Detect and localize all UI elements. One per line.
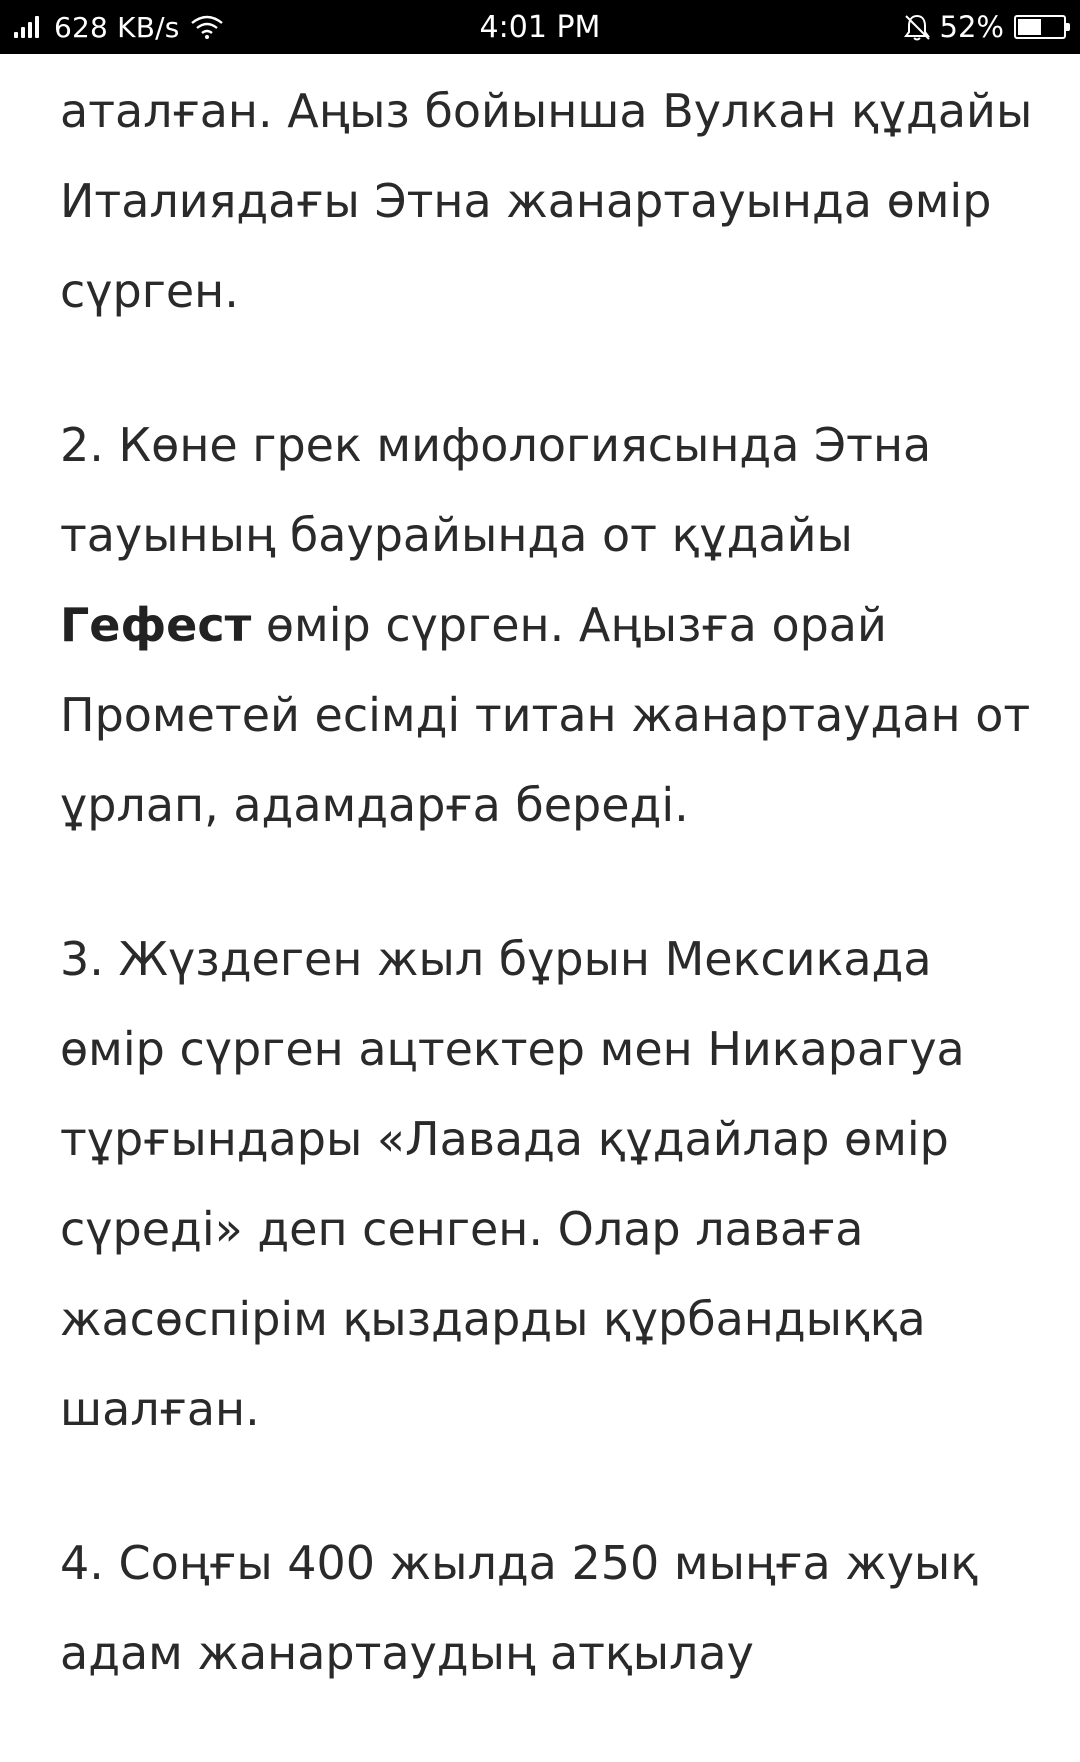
bold-name-gefest: Гефест bbox=[60, 598, 252, 652]
battery-icon bbox=[1014, 15, 1066, 39]
battery-fill bbox=[1018, 19, 1041, 35]
paragraph-2-suffix: өмір сүрген. Аңызға орай Прометей есімді титан жанартаудан от ұрлап, адамдарға береді. bbox=[60, 598, 1031, 832]
clock: 4:01 PM bbox=[479, 9, 601, 45]
bell-off-icon bbox=[902, 12, 932, 42]
paragraph-3: 3. Жүздеген жыл бұрын Мексикада өмір сүрген ацтектер мен Никарагуа тұрғындары «Лавада құдайлар өмір сүреді» деп сенген. Олар лаваға жасөспірім қыздарды құрбандыққа шалған. bbox=[60, 932, 965, 1436]
paragraph-4: 4. Соңғы 400 жылда 250 мыңға жуық адам жанартаудың атқылау bbox=[60, 1536, 979, 1680]
article-body bbox=[60, 66, 1040, 1762]
network-speed: 628 KB/s bbox=[54, 10, 180, 44]
paragraph-1: аталған. Аңыз бойынша Вулкан құдайы Италиядағы Этна жанартауында өмір сүрген. bbox=[60, 84, 1033, 318]
battery-percent: 52% bbox=[939, 10, 1004, 44]
status-bar bbox=[0, 0, 1080, 54]
paragraph-2 bbox=[60, 400, 1040, 850]
paragraph-2-prefix: 2. Көне грек мифологиясында Этна тауының баурайында от құдайы bbox=[60, 418, 932, 562]
status-right bbox=[902, 0, 1066, 54]
